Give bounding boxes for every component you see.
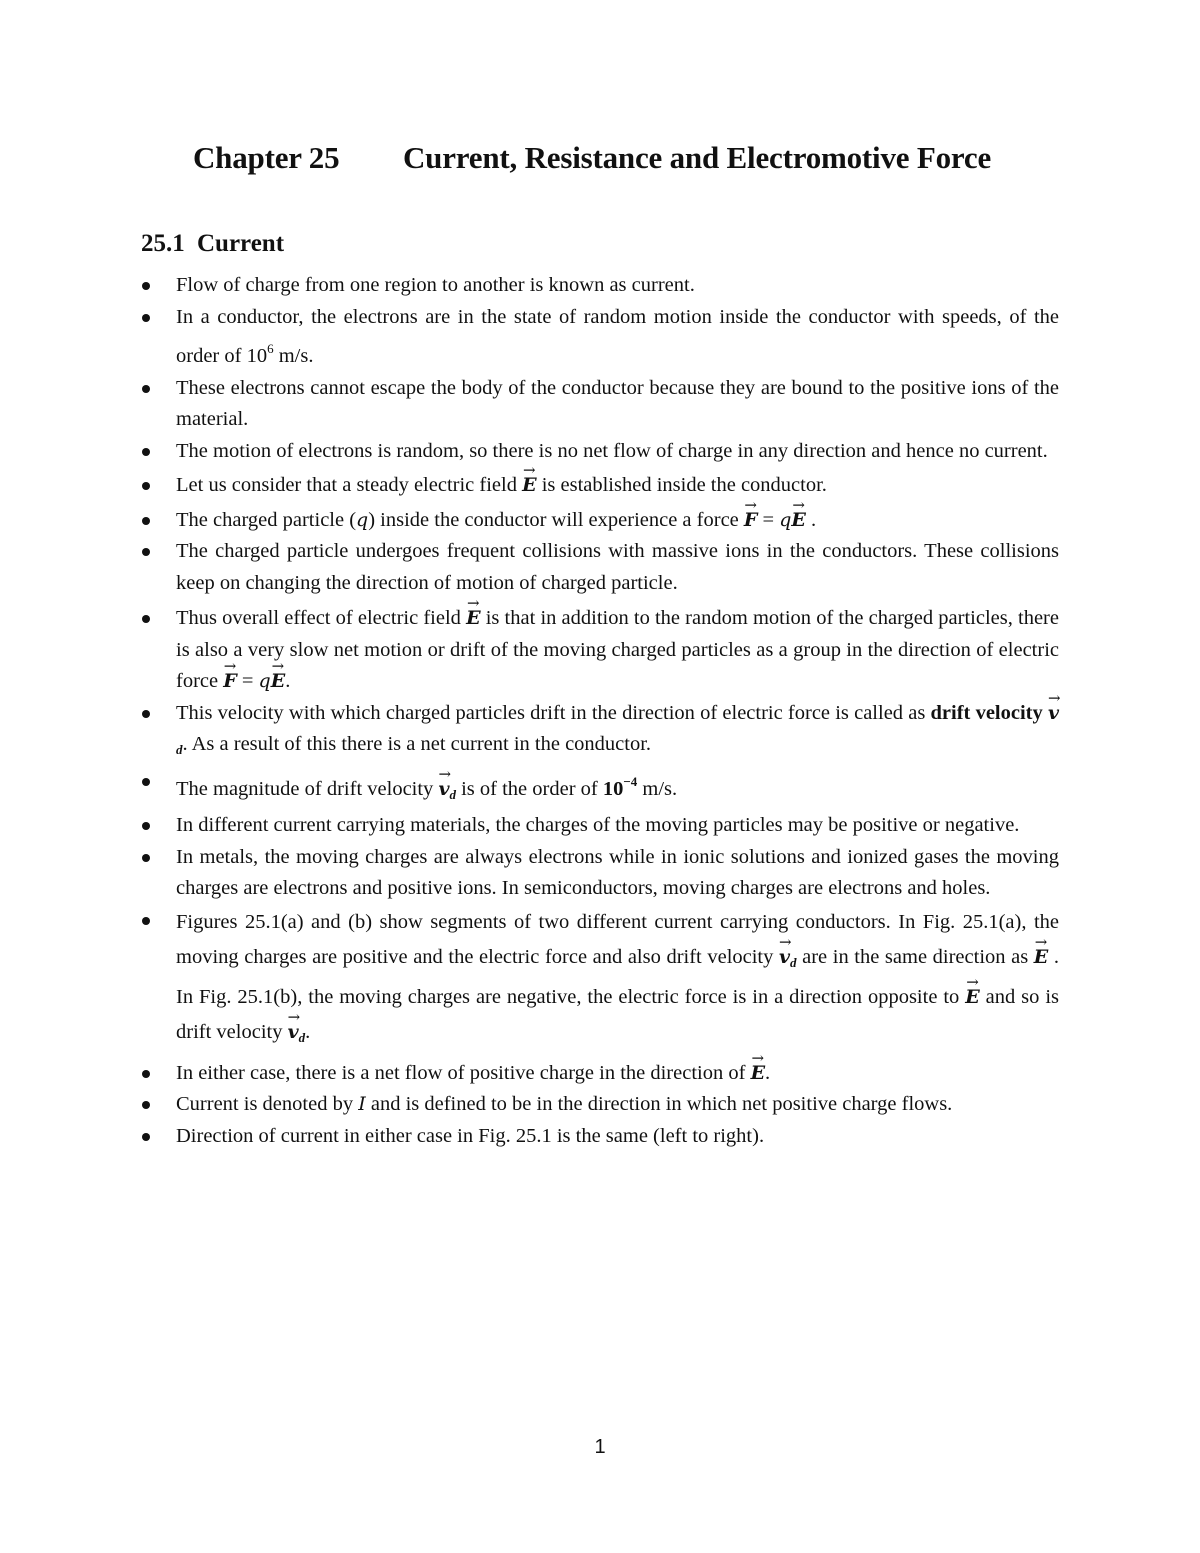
list-item	[141, 373, 1059, 436]
vector-e: → E	[1034, 940, 1048, 975]
bullet-text: . In Fig. 25.1(b), the moving charges are negative, the electric force is in a direction opposite to	[176, 945, 1060, 1008]
bullet-text: These electrons cannot escape the body of the conductor because they are bound to the positive ions of the material.	[176, 376, 1059, 430]
power-of-ten	[246, 341, 274, 367]
bullet-text: In metals, the moving charges are always electrons while in ionic solutions and ionized gases the moving charges are electrons and positive ions. In semiconductors, moving charges are electrons and holes.	[176, 845, 1059, 899]
bullet-text: is established inside the conductor.	[536, 474, 827, 496]
list-item	[141, 436, 1059, 468]
subscript-d: d	[298, 1029, 306, 1045]
bullet-text: inside the conductor will experience a force	[375, 508, 744, 531]
list-item	[141, 1089, 1059, 1121]
bullet-text: Direction of current in either case in Fig. 25.1 is the same (left to right).	[176, 1124, 765, 1147]
bullet-text: Flow of charge from one region to another is known as current.	[176, 274, 695, 296]
charge-symbol: q	[356, 508, 369, 531]
exponent: −4	[623, 773, 638, 789]
list-item	[141, 766, 1059, 811]
vector-v	[779, 940, 790, 975]
vector-e: → E	[751, 1058, 765, 1090]
section-number: 25.1	[141, 230, 185, 257]
bullet-text: The motion of electrons is random, so there is no net flow of charge in any direction and hence no current.	[176, 439, 1048, 462]
vector-e: → E	[271, 666, 285, 698]
base: 10	[602, 777, 624, 800]
subscript-d: d	[176, 742, 183, 757]
charge-symbol: q	[779, 508, 792, 531]
bullet-list	[141, 270, 1059, 1152]
list-item	[141, 505, 1059, 537]
bullet-text: Let us consider that a steady electric field	[176, 474, 523, 496]
vector-e: → E	[965, 980, 979, 1015]
list-item	[141, 810, 1059, 842]
bullet-text: is of the order of	[455, 777, 603, 800]
v-symbol: v	[287, 1020, 299, 1043]
bullet-text: In different current carrying materials, the charges of the moving particles may be positive or negative.	[176, 814, 1020, 836]
chapter-number: Chapter 25	[193, 140, 340, 175]
section-title: Current	[197, 230, 285, 257]
equals: =	[757, 508, 780, 531]
bullet-text: The charged particle	[176, 508, 350, 531]
vector-v	[438, 774, 449, 806]
bullet-text: .	[765, 1061, 771, 1084]
chapter-title	[193, 140, 991, 176]
bullet-text: .	[285, 670, 291, 692]
chapter-name: Current, Resistance and Electromotive Force	[403, 140, 992, 175]
bullet-text: The charged particle undergoes frequent collisions with massive ions in the conductors. These collisions keep on changing the direction of motion of charged particle.	[176, 540, 1059, 594]
section-heading	[141, 230, 284, 258]
paren: (	[349, 508, 357, 531]
bullet-text: m/s.	[273, 345, 314, 367]
subscript-d: d	[790, 954, 797, 970]
vector-v	[288, 1015, 299, 1050]
bullet-text: In either case, there is a net flow of positive charge in the direction of	[176, 1061, 751, 1084]
list-item	[141, 470, 1059, 502]
list-item	[141, 905, 1059, 1055]
drift-velocity-term: drift velocity	[930, 701, 1048, 724]
list-item	[141, 536, 1059, 599]
current-symbol: I	[358, 1093, 366, 1115]
vector-f: → F	[744, 505, 758, 537]
vector-f: → F	[223, 666, 237, 698]
bullet-text: .	[305, 1020, 311, 1043]
vector-v	[1048, 698, 1059, 730]
charge-symbol: q	[258, 670, 271, 692]
list-item	[141, 1121, 1059, 1153]
bullet-text: Current is denoted by	[176, 1093, 359, 1115]
bullet-text: m/s.	[637, 777, 678, 800]
vector-e: → E	[791, 505, 805, 537]
list-item	[141, 698, 1059, 766]
page-number: 1	[594, 1436, 606, 1458]
bullet-text: This velocity with which charged particles drift in the direction of electric force is called as	[176, 701, 931, 724]
v-symbol: v	[1047, 701, 1059, 724]
vector-e: → E	[466, 603, 480, 635]
subscript-d: d	[449, 786, 456, 802]
bullet-text: and so is drift velocity	[176, 985, 1060, 1043]
bullet-text: Figures 25.1(a) and (b) show segments of two different current carrying conductors. In Fig. 25.1(a), the moving charges are positive and the electric force and also drift velocity	[176, 910, 1059, 968]
list-item	[141, 603, 1059, 698]
v-symbol: v	[778, 945, 791, 968]
power-of-ten	[602, 773, 638, 800]
list-item	[141, 270, 1059, 302]
vector-e: → E	[522, 470, 536, 502]
bullet-text: .	[805, 508, 817, 531]
bullet-text: . As a result of this there is a net current in the conductor.	[182, 733, 652, 755]
equals: =	[236, 670, 259, 692]
base: 10	[246, 345, 268, 367]
bullet-text: are in the same direction as	[796, 945, 1034, 968]
v-symbol: v	[438, 777, 450, 800]
bullet-text: is that in addition to the random motion of the charged particles, there is also a very slow net motion or drift of the moving charged particles as a group in the direction of electric force	[176, 607, 1059, 692]
exponent: 6	[267, 341, 274, 356]
list-item	[141, 1058, 1059, 1090]
paren: )	[368, 508, 376, 531]
list-item	[141, 842, 1059, 905]
bullet-text: and is defined to be in the direction in which net positive charge flows.	[365, 1093, 953, 1115]
list-item	[141, 302, 1059, 373]
bullet-text: In a conductor, the electrons are in the state of random motion inside the conductor with speeds, of the order of	[176, 305, 1059, 367]
bullet-text: Thus overall effect of electric field	[176, 607, 467, 629]
bullet-text: The magnitude of drift velocity	[176, 777, 439, 800]
